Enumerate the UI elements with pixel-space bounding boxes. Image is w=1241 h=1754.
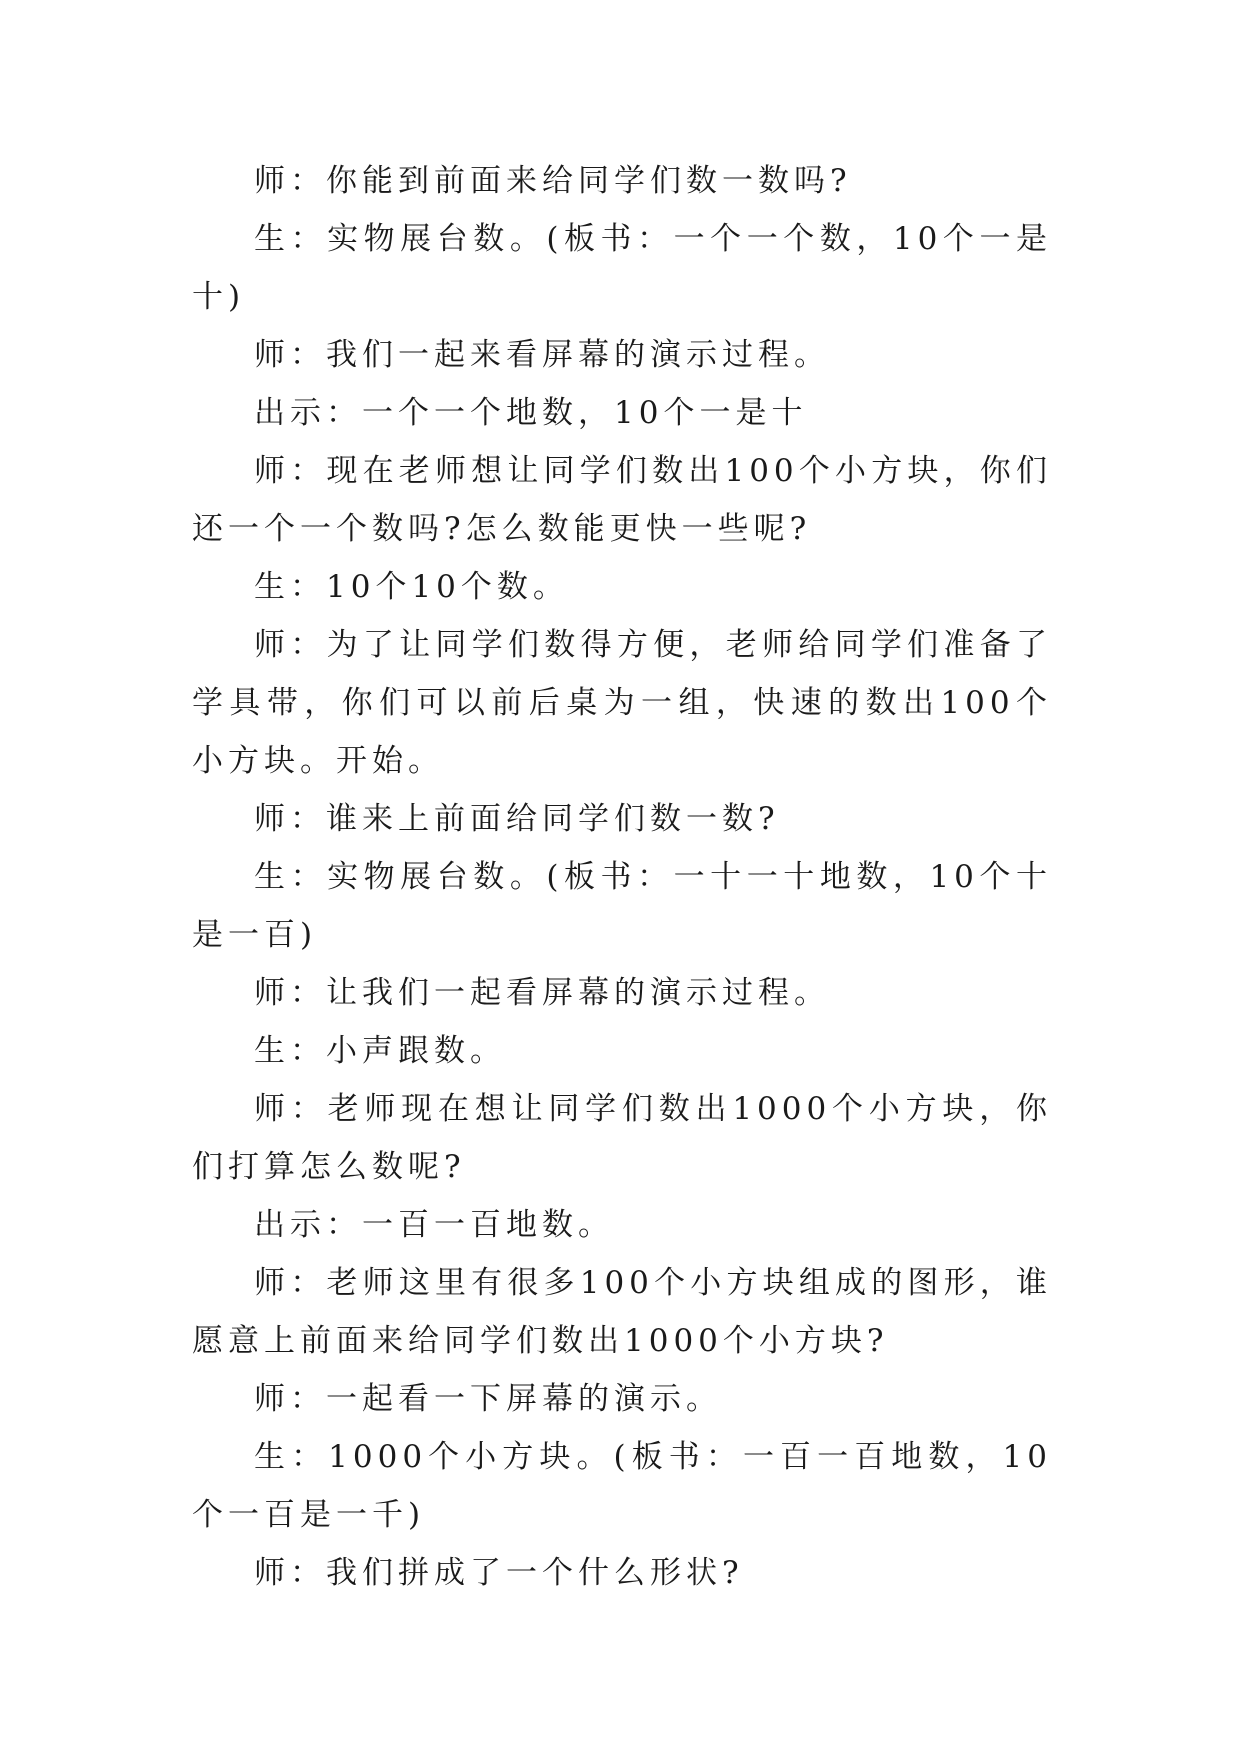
paragraph: 师：老师这里有很多100个小方块组成的图形，谁愿意上前面来给同学们数出1000个小方块? <box>192 1265 1052 1359</box>
paragraph: 师：你能到前面来给同学们数一数吗? <box>254 163 852 199</box>
paragraph: 生：小声跟数。 <box>254 1033 506 1069</box>
paragraph: 师：为了让同学们数得方便，老师给同学们准备了学具带，你们可以前后桌为一组，快速的数出100个小方块。开始。 <box>192 627 1052 779</box>
paragraph: 师：让我们一起看屏幕的演示过程。 <box>254 975 830 1011</box>
paragraph: 师：老师现在想让同学们数出1000个小方块，你们打算怎么数呢? <box>192 1091 1052 1185</box>
paragraph: 生：实物展台数。(板书：一个一个数，10个一是十) <box>192 221 1052 315</box>
paragraph: 师：一起看一下屏幕的演示。 <box>254 1381 722 1417</box>
paragraph: 生：实物展台数。(板书：一十一十地数，10个十是一百) <box>192 859 1052 953</box>
paragraph: 师：我们拼成了一个什么形状? <box>254 1555 744 1591</box>
paragraph: 生：1000个小方块。(板书：一百一百地数，10个一百是一千) <box>192 1439 1052 1533</box>
paragraph: 出示：一百一百地数。 <box>254 1207 614 1243</box>
paragraph: 生：10个10个数。 <box>254 569 569 605</box>
paragraph: 师：现在老师想让同学们数出100个小方块，你们还一个一个数吗?怎么数能更快一些呢? <box>192 453 1052 547</box>
paragraph: 师：我们一起来看屏幕的演示过程。 <box>254 337 830 373</box>
paragraph: 出示：一个一个地数，10个一是十 <box>254 395 808 431</box>
paragraph: 师：谁来上前面给同学们数一数? <box>254 801 780 837</box>
document-body <box>192 152 1052 1602</box>
